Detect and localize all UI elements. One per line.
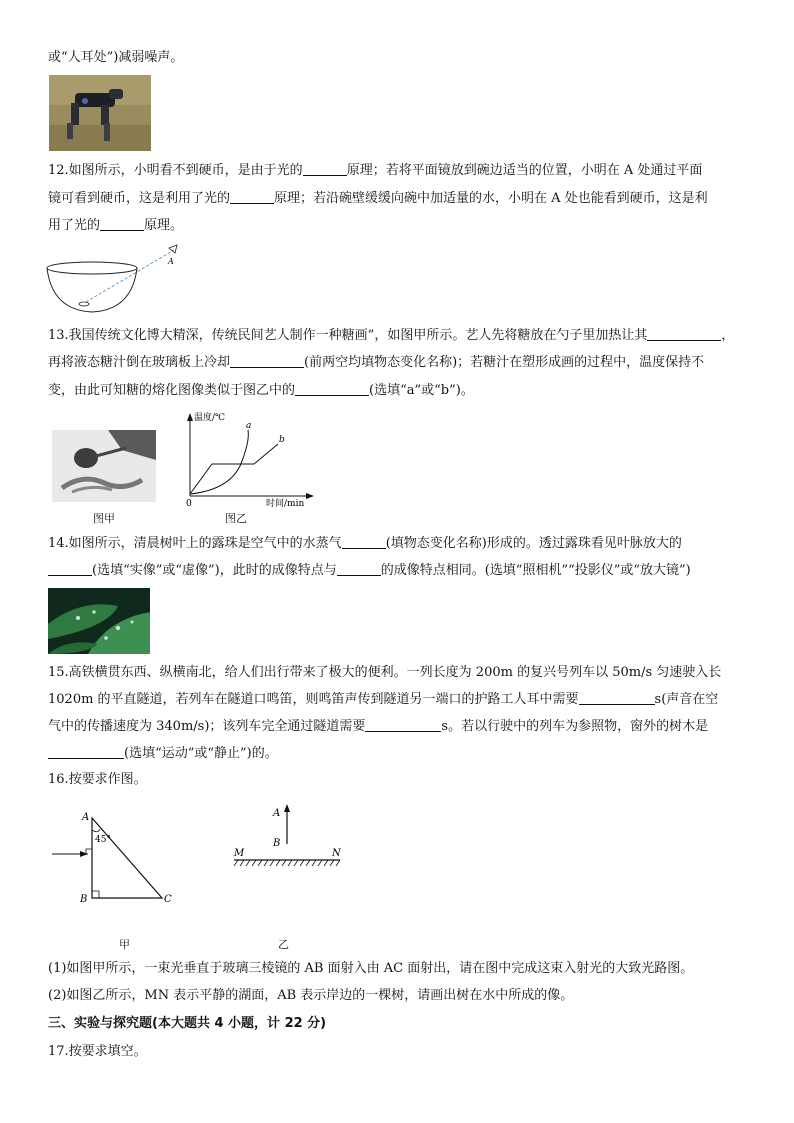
surface-label-n: N	[332, 848, 341, 859]
q12-line1b-text: 原理；若将平面镜放到碗边适当的位置，小明在 A 处通过平面	[346, 163, 703, 178]
q16-sub2: (2)如图乙所示，MN 表示平静的湖面，AB 表示岸边的一棵树，请画出树在水中所成的像。	[48, 988, 574, 1003]
q12-line3-text: 用了光的	[48, 218, 101, 233]
q12-blank2[interactable]	[230, 191, 274, 204]
tree-label-a: A	[273, 808, 281, 819]
robot-dog-photo	[49, 75, 151, 151]
q15-line1: 15.高铁横贯东西、纵横南北，给人们出行带来了极大的便利。一列长度为 200m 的复兴号列车以 50m/s 匀速驶入长	[48, 665, 722, 680]
q16-sub1: (1)如图甲所示，一束光垂直于玻璃三棱镜的 AB 面射入由 AC 面射出，请在图中完成这束入射光的大致光路图。	[48, 961, 694, 976]
q11-tail: 或“人耳处”)减弱噪声。	[48, 50, 184, 65]
q14-line2b-text: (选填“实像”或“虚像”)，此时的成像特点与	[92, 563, 337, 578]
melting-graph	[178, 408, 318, 508]
graph-origin: 0	[186, 499, 192, 508]
q13-line3-text: 变，由此可知糖的熔化图像类似于图乙中的	[48, 383, 296, 398]
curve-b	[190, 444, 278, 494]
q15-blank3[interactable]	[48, 746, 124, 759]
section3-title: 三、实验与探究题(本大题共 4 小题，计 22 分)	[48, 1016, 327, 1031]
graph-xlabel: 时间/min	[266, 499, 305, 508]
q14-line2c-text: 的成像特点相同。(选填“照相机”“投影仪”或“放大镜”)	[380, 563, 691, 578]
q13-line1b-text: ，	[721, 328, 735, 343]
graph-ylabel: 温度/℃	[194, 413, 226, 423]
q15-line3	[48, 719, 748, 735]
tree-figure	[228, 800, 358, 870]
q12-line2-text: 镜可看到硬币，这是利用了光的	[48, 191, 231, 206]
curve-a-label: a	[246, 421, 252, 431]
q15-line3b-text: s。若以行驶中的列车为参照物，窗外的树木是	[441, 719, 709, 734]
q15-line4	[48, 746, 278, 762]
q13-line1-text: 13.我国传统文化博大精深，传统民间艺人制作一种糖画”，如图甲所示。艺人先将糖放在勺子里加热让其	[48, 328, 648, 343]
prism-label-c: C	[164, 894, 172, 905]
prism-label-b: B	[80, 894, 88, 905]
caption-jia: 甲	[119, 938, 130, 951]
q12-line3b-text: 原理。	[144, 218, 184, 233]
q16-title: 16.按要求作图。	[48, 772, 147, 787]
sugar-painting-photo	[52, 430, 156, 502]
q12-line2	[48, 191, 748, 207]
q15-line4b-text: (选填“运动”或“静止”)的。	[124, 746, 278, 761]
surface-label-m: M	[234, 848, 245, 859]
q13-line2	[48, 355, 748, 371]
q13-line3	[48, 383, 474, 399]
q12-line3	[48, 218, 183, 234]
leaf-dew-photo	[48, 588, 150, 654]
q14-blank3[interactable]	[337, 563, 381, 576]
q15-line2b-text: s(声音在空	[654, 692, 719, 707]
caption-tujia: 图甲	[93, 512, 115, 525]
q14-line1	[48, 536, 748, 552]
q14-line1-text: 14.如图所示，清晨树叶上的露珠是空气中的水蒸气	[48, 536, 342, 551]
q12-line1-text: 12.如图所示，小明看不到硬币，是由于光的	[48, 163, 303, 178]
curve-a	[190, 430, 248, 494]
q15-line2	[48, 692, 748, 708]
q13-blank3[interactable]	[295, 383, 369, 396]
q15-blank2[interactable]	[365, 719, 441, 732]
prism-angle: 45°	[95, 835, 111, 845]
q12-blank3[interactable]	[100, 218, 144, 231]
q14-blank2[interactable]	[48, 563, 92, 576]
q15-line3-text: 气中的传播速度为 340m/s)；该列车完全通过隧道需要	[48, 719, 366, 734]
q15-line2-text: 1020m 的平直隧道，若列车在隧道口鸣笛，则鸣笛声传到隧道另一端口的护路工人耳中需要	[48, 692, 579, 707]
q12-line2b-text: 原理；若沿碗壁缓缓向碗中加适量的水，小明在 A 处也能看到硬币，这是利	[274, 191, 708, 206]
q13-blank1[interactable]	[647, 328, 721, 341]
q12-line1	[48, 163, 748, 179]
q17-title: 17.按要求填空。	[48, 1044, 147, 1059]
prism-figure	[50, 808, 180, 908]
q14-line2	[48, 563, 691, 579]
q14-blank1[interactable]	[342, 536, 386, 549]
tree-label-b: B	[273, 838, 281, 849]
q13-line2-text: 再将液态糖汁倒在玻璃板上冷却	[48, 355, 231, 370]
caption-tuyi: 图乙	[225, 512, 247, 525]
prism-label-a: A	[82, 812, 90, 823]
curve-b-label: b	[279, 435, 285, 445]
q13-line2b-text: (前两空均填物态变化名称)；若糖汁在塑形成画的过程中，温度保持不	[304, 355, 705, 370]
q13-blank2[interactable]	[230, 355, 304, 368]
q14-line1b-text: (填物态变化名称)形成的。透过露珠看见叶脉放大的	[385, 536, 682, 551]
q13-line1	[48, 328, 748, 344]
bowl-figure	[44, 240, 184, 318]
bowl-label-a: A	[168, 257, 174, 266]
q13-line3b-text: (选填“a”或“b”)。	[369, 383, 474, 398]
q12-blank1[interactable]	[303, 163, 347, 176]
caption-yi: 乙	[278, 938, 289, 951]
q15-blank1[interactable]	[579, 692, 655, 705]
